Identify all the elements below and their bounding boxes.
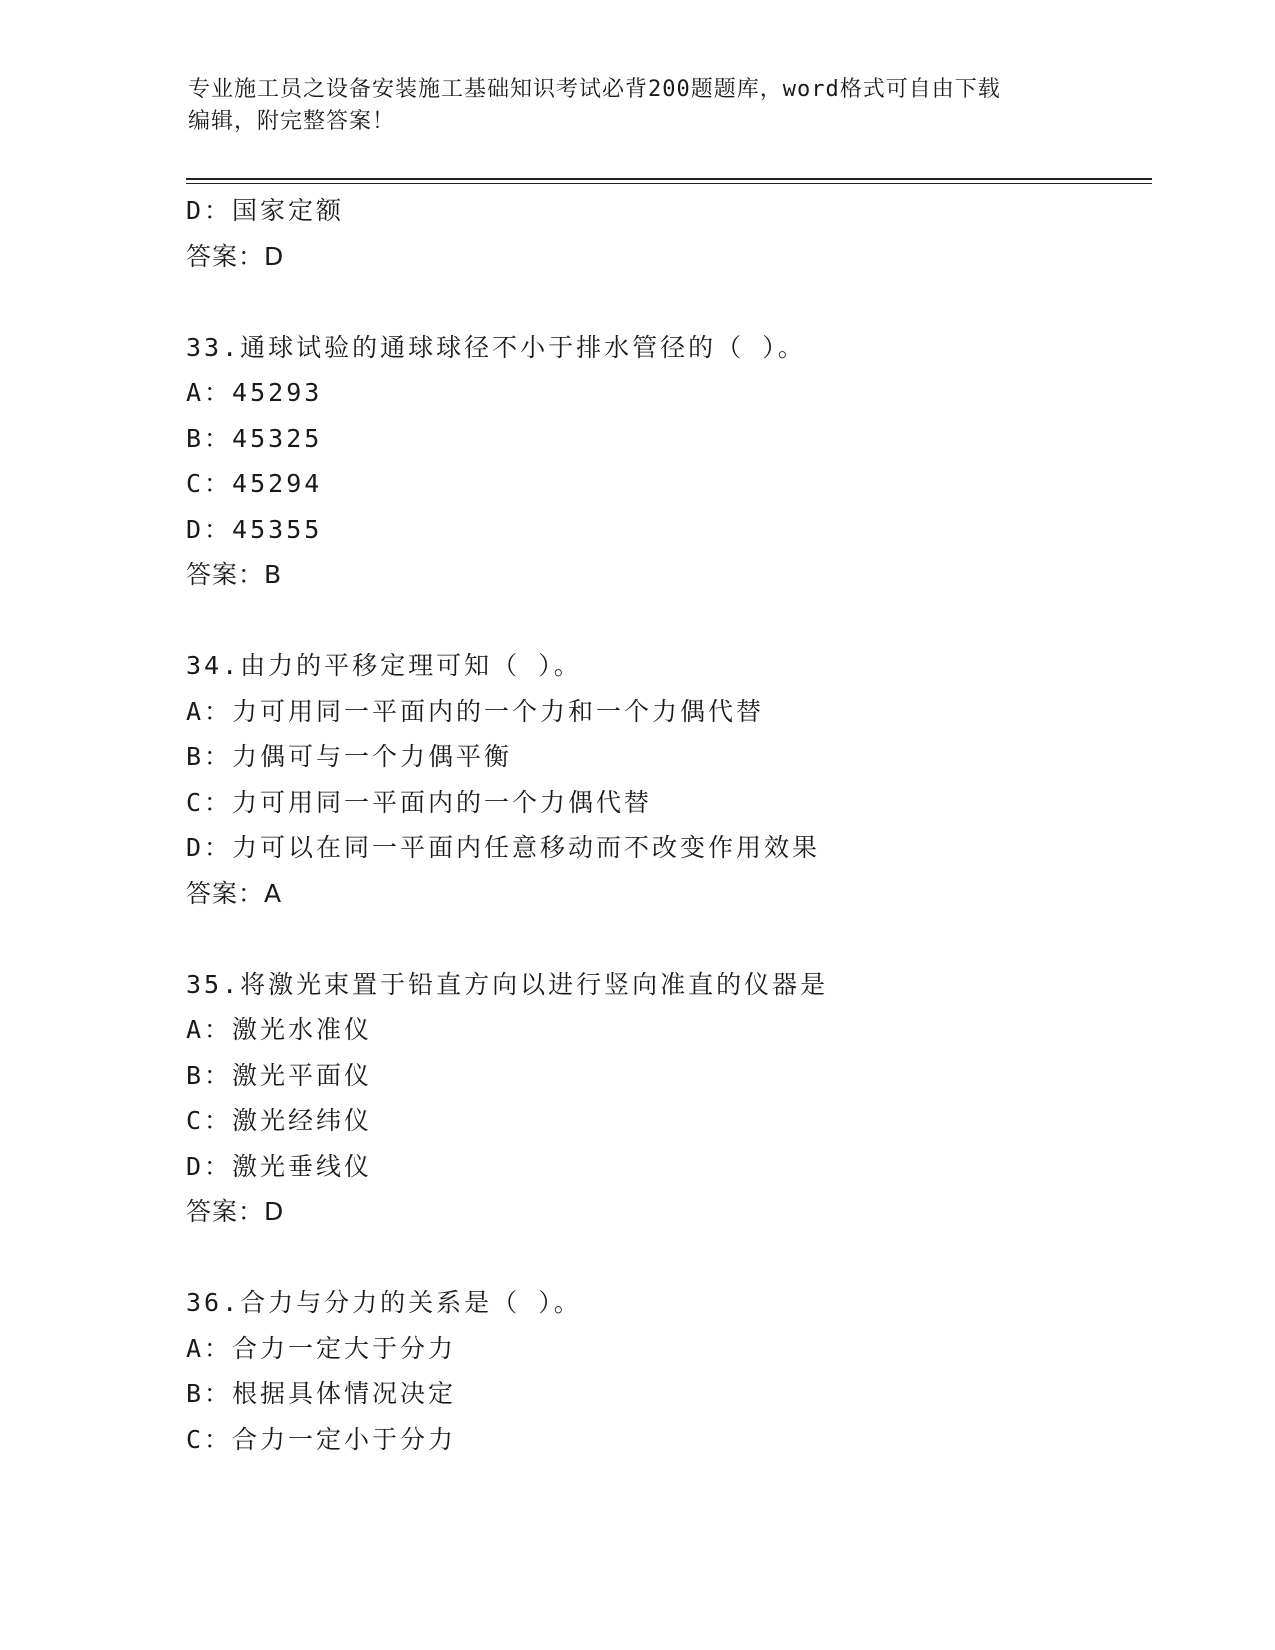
question-33-stem: 33.通球试验的通球球径不小于排水管径的（ ）。 (186, 332, 806, 362)
question-34-stem: 34.由力的平移定理可知（ ）。 (186, 651, 582, 680)
question-36-option-b: B：根据具体情况决定 (186, 1379, 457, 1408)
question-34-answer: 答案：A (186, 878, 283, 908)
spacer (186, 279, 1146, 325)
question-34-option-c: C：力可用同一平面内的一个力偶代替 (186, 787, 653, 817)
header-divider (186, 178, 1152, 180)
question-36-option-a: A：合力一定大于分力 (186, 1333, 457, 1363)
question-36-option-c: C：合力一定小于分力 (186, 1424, 457, 1454)
header-divider-thin (186, 183, 1152, 184)
question-35-answer: 答案：D (186, 1197, 285, 1226)
question-35-stem: 35.将激光束置于铅直方向以进行竖向准直的仪器是 (186, 969, 829, 999)
carryover-answer: 答案：D (186, 241, 285, 271)
question-34-option-b: B：力偶可与一个力偶平衡 (186, 742, 513, 771)
question-35-option-c: C：激光经纬仪 (186, 1106, 373, 1135)
question-34-option-a: A：力可用同一平面内的一个力和一个力偶代替 (186, 696, 765, 726)
question-list (186, 188, 1146, 1462)
question-33-answer: 答案：B (186, 560, 283, 589)
spacer (186, 916, 1146, 962)
header-line-1: 专业施工员之设备安装施工基础知识考试必背200题题库，word格式可自由下载 (188, 77, 1001, 102)
spacer (186, 1235, 1146, 1281)
question-34-option-d: D：力可以在同一平面内任意移动而不改变作用效果 (186, 833, 821, 862)
question-33-option-a: A：45293 (186, 378, 323, 407)
question-35-option-a: A：激光水准仪 (186, 1015, 373, 1044)
document-header (188, 74, 1088, 138)
question-35-option-d: D：激光垂线仪 (186, 1151, 373, 1181)
carryover-option-d: D：国家定额 (186, 196, 345, 225)
question-36-stem: 36.合力与分力的关系是（ ）。 (186, 1288, 582, 1317)
question-33-option-b: B：45325 (186, 423, 323, 453)
spacer (186, 598, 1146, 644)
question-35-option-b: B：激光平面仪 (186, 1060, 373, 1090)
header-line-2: 编辑，附完整答案！ (188, 109, 396, 134)
question-33-option-c: C：45294 (186, 469, 323, 498)
question-33-option-d: D：45355 (186, 514, 323, 544)
